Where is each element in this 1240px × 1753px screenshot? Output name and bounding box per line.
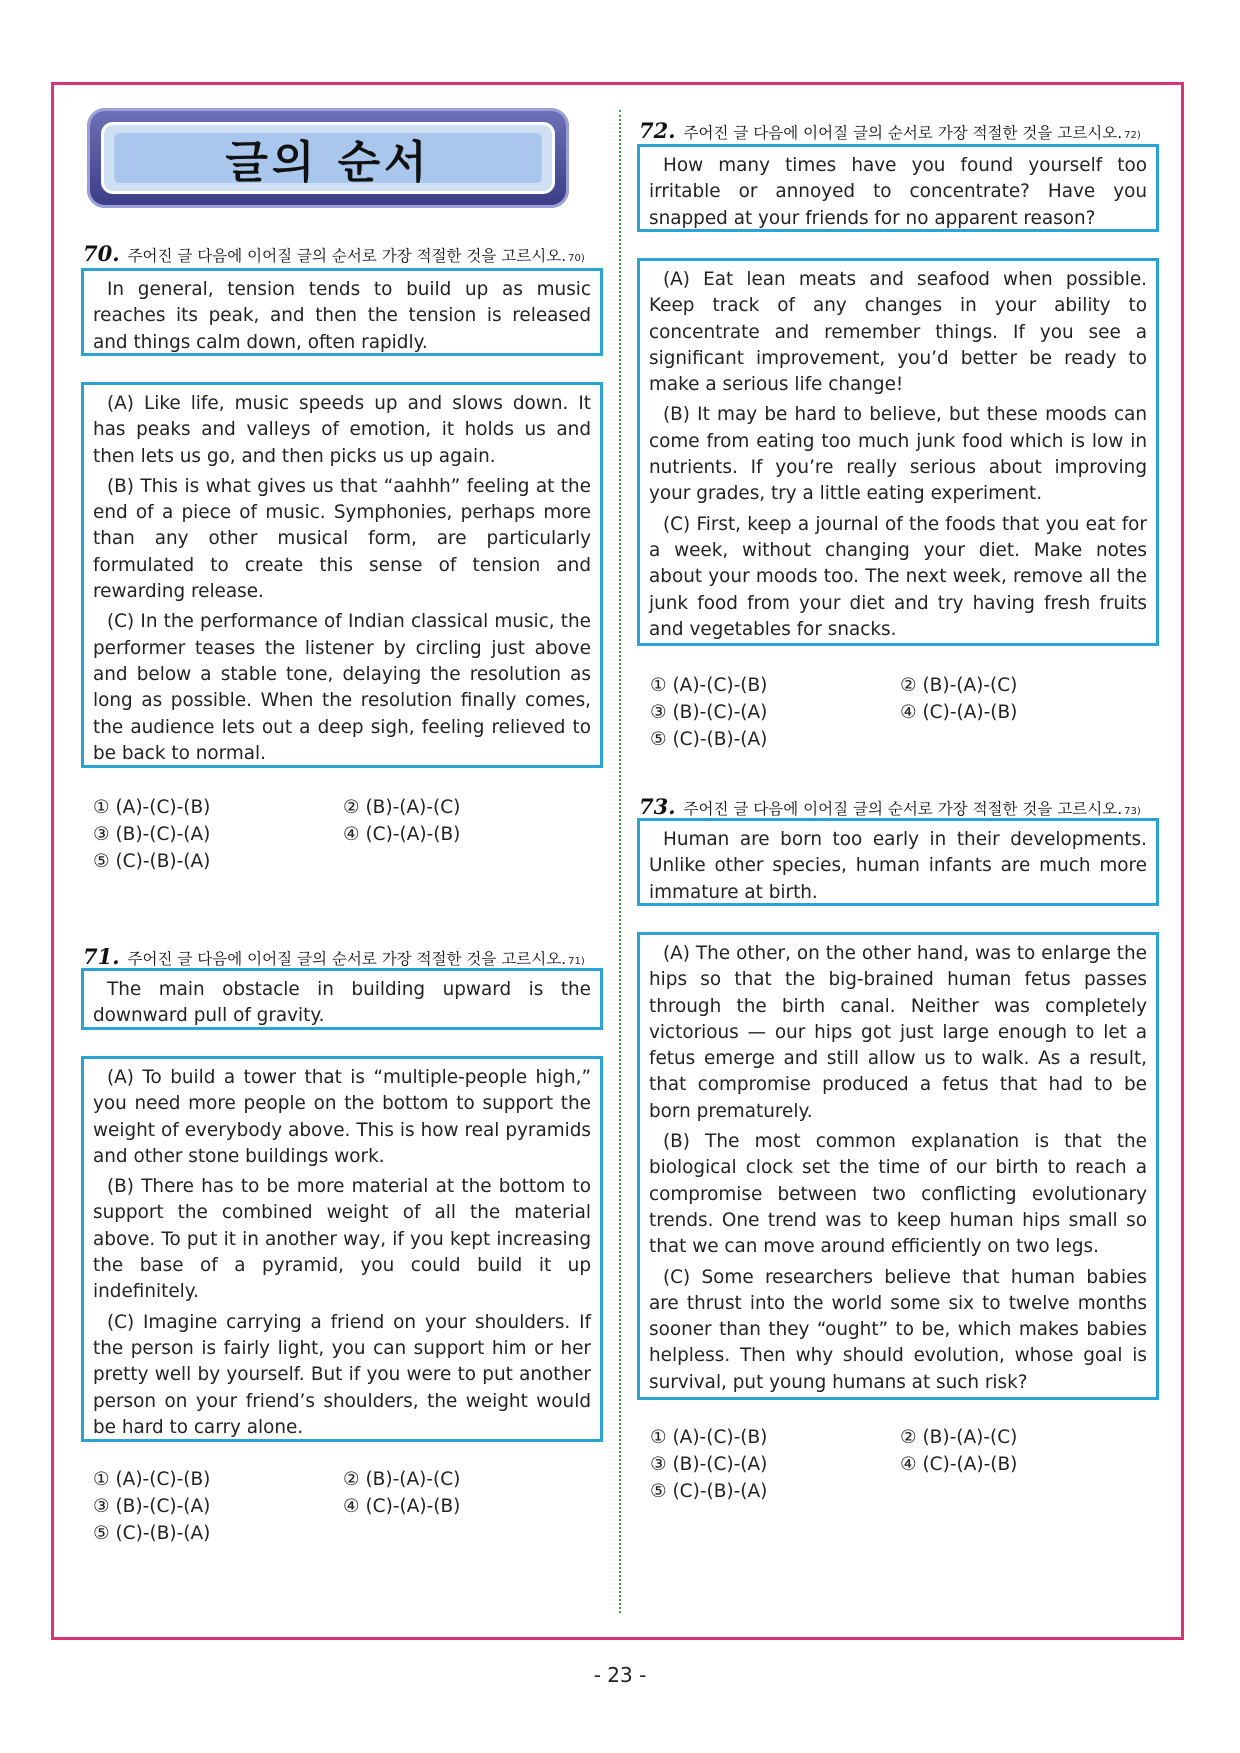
option-5[interactable]: ⑤ (C)-(B)-(A) (93, 851, 211, 872)
question-number: 70. (83, 241, 120, 266)
question-71-options (93, 1466, 593, 1556)
option-2[interactable]: ② (B)-(A)-(C) (343, 1469, 461, 1490)
question-instruction: 주어진 글 다음에 이어질 글의 순서로 가장 적절한 것을 고르시오. (683, 800, 1123, 818)
paragraph-b: (B) There has to be more material at the bottom to support the combined weight of all the material above. To put it in another way, if you kept increasing the base of a pyramid, you could build it up indefinitely. (93, 1176, 591, 1303)
question-72-options (650, 672, 1150, 762)
paragraph-b: (B) The most common explanation is that the biological clock set the time of our birth to reach a compromise between two conflicting evolutionary trends. One trend was to keep human hips small so that we can move around efficiently on two legs. (649, 1131, 1147, 1258)
paragraph-c: (C) In the performance of Indian classical music, the performer teases the listener by circling just above and below a stable tone, delaying the resolution as long as possible. When the resolution finally comes, the audience lets out a deep sigh, feeling relieved to be back to normal. (93, 611, 591, 764)
option-4[interactable]: ④ (C)-(A)-(B) (343, 1496, 461, 1517)
question-72-header (639, 118, 1141, 143)
option-1[interactable]: ① (A)-(C)-(B) (93, 797, 211, 818)
intro-text: The main obstacle in building upward is the downward pull of gravity. (93, 979, 591, 1027)
footnote-marker: 71) (568, 956, 585, 967)
intro-text: In general, tension tends to build up as music reaches its peak, and then the tension is released and things calm down, often rapidly. (93, 279, 591, 353)
question-72-paragraphs-box (637, 258, 1159, 646)
question-70-options (93, 794, 593, 884)
footnote-marker: 72) (1124, 130, 1141, 141)
option-5[interactable]: ⑤ (C)-(B)-(A) (650, 1481, 768, 1502)
option-3[interactable]: ③ (B)-(C)-(A) (93, 824, 211, 845)
option-1[interactable]: ① (A)-(C)-(B) (650, 675, 768, 696)
option-3[interactable]: ③ (B)-(C)-(A) (93, 1496, 211, 1517)
question-number: 72. (639, 118, 676, 143)
option-4[interactable]: ④ (C)-(A)-(B) (343, 824, 461, 845)
question-71-intro-box (81, 968, 603, 1030)
question-71-header (83, 944, 585, 969)
question-instruction: 주어진 글 다음에 이어질 글의 순서로 가장 적절한 것을 고르시오. (127, 950, 567, 968)
paragraph-c: (C) First, keep a journal of the foods that you eat for a week, without changing your diet. Make notes about your moods too. The next week, remove all the junk food from your diet and try having fresh fruits and vegetables for snacks. (649, 513, 1147, 640)
banner-inner (101, 122, 555, 194)
option-2[interactable]: ② (B)-(A)-(C) (900, 675, 1018, 696)
question-number: 71. (83, 944, 120, 969)
question-72-intro-box (637, 144, 1159, 232)
paragraph-c: (C) Some researchers believe that human babies are thrust into the world some six to twelve months sooner than they “ought” to be, which makes babies helpless. Then why should evolution, whose goal is survival, put young humans at such risk? (649, 1266, 1147, 1393)
question-70-paragraphs-box (81, 382, 603, 768)
question-70-header (83, 241, 585, 266)
option-1[interactable]: ① (A)-(C)-(B) (93, 1469, 211, 1490)
paragraph-a: (A) The other, on the other hand, was to enlarge the hips so that the big-brained human fetus passes through the birth canal. Neither was completely victorious — our hips got just large enough to let a fetus emerge and still allow us to walk. As a result, that compromise produced a fetus that had to be born prematurely. (649, 943, 1147, 1122)
option-5[interactable]: ⑤ (C)-(B)-(A) (650, 729, 768, 750)
question-71-paragraphs-box (81, 1056, 603, 1442)
question-number: 73. (639, 794, 676, 819)
page-number: - 23 - (593, 1663, 647, 1687)
question-instruction: 주어진 글 다음에 이어질 글의 순서로 가장 적절한 것을 고르시오. (127, 247, 567, 265)
paragraph-a: (A) To build a tower that is “multiple-people high,” you need more people on the bottom to support the weight of everybody above. This is how real pyramids and other stone buildings work. (93, 1067, 591, 1167)
intro-text: Human are born too early in their developments. Unlike other species, human infants are much more immature at birth. (649, 829, 1147, 903)
option-3[interactable]: ③ (B)-(C)-(A) (650, 702, 768, 723)
option-4[interactable]: ④ (C)-(A)-(B) (900, 1454, 1018, 1475)
question-73-intro-box (637, 818, 1159, 906)
option-2[interactable]: ② (B)-(A)-(C) (900, 1427, 1018, 1448)
question-73-paragraphs-box (637, 932, 1159, 1400)
question-instruction: 주어진 글 다음에 이어질 글의 순서로 가장 적절한 것을 고르시오. (683, 124, 1123, 142)
option-3[interactable]: ③ (B)-(C)-(A) (650, 1454, 768, 1475)
option-2[interactable]: ② (B)-(A)-(C) (343, 797, 461, 818)
option-1[interactable]: ① (A)-(C)-(B) (650, 1427, 768, 1448)
section-title: 글의 순서 (114, 133, 542, 183)
section-banner (87, 108, 569, 208)
paragraph-c: (C) Imagine carrying a friend on your shoulders. If the person is fairly light, you can support him or her pretty well by yourself. But if you were to put another person on your friend’s shoulders, the weight would be hard to carry alone. (93, 1311, 591, 1438)
question-73-header (639, 794, 1141, 819)
paragraph-a: (A) Like life, music speeds up and slows down. It has peaks and valleys of emotion, it holds us and then lets us go, and then picks us up again. (93, 393, 591, 467)
paragraph-a: (A) Eat lean meats and seafood when possible. Keep track of any changes in your ability to concentrate and remember things. If you see a significant improvement, you’d better be ready to make a serious life change! (649, 269, 1147, 396)
option-5[interactable]: ⑤ (C)-(B)-(A) (93, 1523, 211, 1544)
paragraph-b: (B) It may be hard to believe, but these moods can come from eating too much junk food which is low in nutrients. If you’re really serious about improving your grades, try a little eating experiment. (649, 404, 1147, 505)
option-4[interactable]: ④ (C)-(A)-(B) (900, 702, 1018, 723)
footnote-marker: 73) (1124, 806, 1141, 817)
column-divider (619, 110, 621, 1613)
question-73-options (650, 1424, 1150, 1514)
paragraph-b: (B) This is what gives us that “aahhh” feeling at the end of a piece of music. Symphonies, perhaps more than any other musical form, are particularly formulated to create this sense of tension and rewarding release. (93, 475, 591, 603)
footnote-marker: 70) (568, 253, 585, 264)
question-70-intro-box (81, 268, 603, 356)
intro-text: How many times have you found yourself too irritable or annoyed to concentrate? Have you snapped at your friends for no apparent reason? (649, 155, 1147, 229)
